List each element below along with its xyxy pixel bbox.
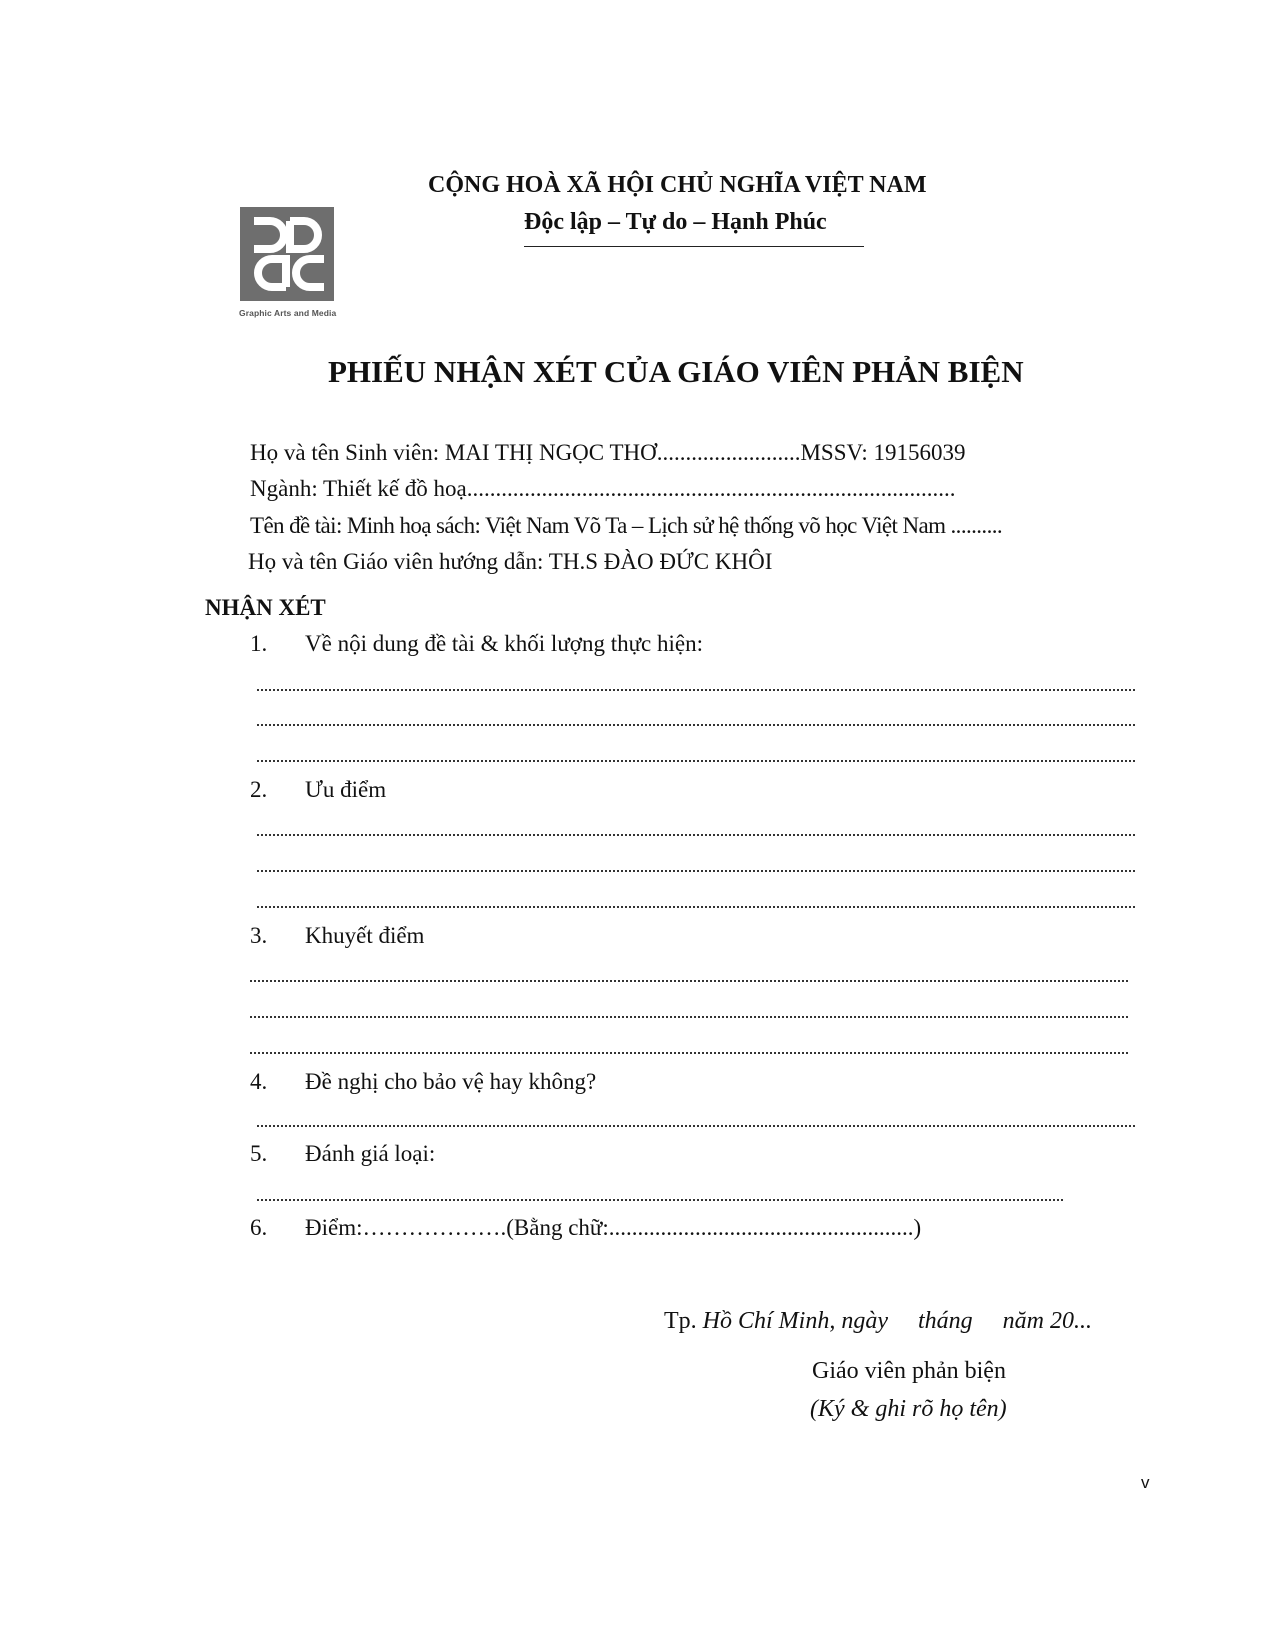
item-number: 5. xyxy=(250,1141,268,1166)
dotted-answer-line xyxy=(250,980,1128,982)
dotted-answer-line xyxy=(250,1052,1128,1054)
signature-place-date xyxy=(664,1308,1092,1335)
item-number: 1. xyxy=(250,631,268,656)
dotted-answer-line xyxy=(257,834,1135,836)
dotted-answer-line xyxy=(257,1199,1063,1201)
dotted-answer-line xyxy=(257,906,1135,908)
item-number: 3. xyxy=(250,923,268,948)
item-label-weaknesses: Khuyết điểm xyxy=(305,923,425,948)
signature-note: (Ký & ghi rõ họ tên) xyxy=(810,1396,1007,1422)
logo-mark-icon xyxy=(240,207,334,301)
item-label-score: Điểm:……………….(Bằng chữ:.....................................................) xyxy=(305,1215,922,1240)
topic-line: Tên đề tài: Minh hoạ sách: Việt Nam Võ Ta – Lịch sử hệ thống võ học Việt Nam .......... xyxy=(250,513,1003,538)
form-title: PHIẾU NHẬN XÉT CỦA GIÁO VIÊN PHẢN BIỆN xyxy=(328,354,1024,389)
item-label-rating: Đánh giá loại: xyxy=(305,1141,436,1166)
signature-place-prefix: Tp. xyxy=(664,1308,703,1334)
item-label-defense: Đề nghị cho bảo vệ hay không? xyxy=(305,1069,597,1094)
motto-heading: Độc lập – Tự do – Hạnh Phúc xyxy=(524,209,827,235)
item-label-strengths: Ưu điểm xyxy=(305,777,387,802)
dotted-answer-line xyxy=(257,724,1135,726)
item-number: 4. xyxy=(250,1069,268,1094)
signature-role: Giáo viên phản biện xyxy=(812,1358,1006,1384)
dotted-answer-line xyxy=(257,689,1135,691)
dotted-answer-line xyxy=(257,870,1135,872)
item-label-content: Về nội dung đề tài & khối lượng thực hiện: xyxy=(305,631,704,656)
logo-caption: Graphic Arts and Media xyxy=(239,308,337,318)
section-heading: NHẬN XÉT xyxy=(205,595,326,620)
motto-underline xyxy=(524,246,864,247)
school-logo xyxy=(240,207,334,301)
nation-heading: CỘNG HOÀ XÃ HỘI CHỦ NGHĨA VIỆT NAM xyxy=(428,172,927,198)
major-line: Ngành: Thiết kế đồ hoạ..................................................................................... xyxy=(250,476,956,501)
dotted-answer-line xyxy=(250,1016,1128,1018)
dotted-answer-line xyxy=(257,1125,1135,1127)
page-number: v xyxy=(1141,1473,1150,1492)
advisor-line: Họ và tên Giáo viên hướng dẫn: TH.S ĐÀO ĐỨC KHÔI xyxy=(248,549,773,574)
signature-place-rest: Hồ Chí Minh, ngày tháng năm 20... xyxy=(702,1308,1092,1334)
dotted-answer-line xyxy=(257,760,1135,762)
item-number: 6. xyxy=(250,1215,268,1240)
item-number: 2. xyxy=(250,777,268,802)
student-name-line: Họ và tên Sinh viên: MAI THỊ NGỌC THƠ.........................MSSV: 19156039 xyxy=(250,440,966,465)
